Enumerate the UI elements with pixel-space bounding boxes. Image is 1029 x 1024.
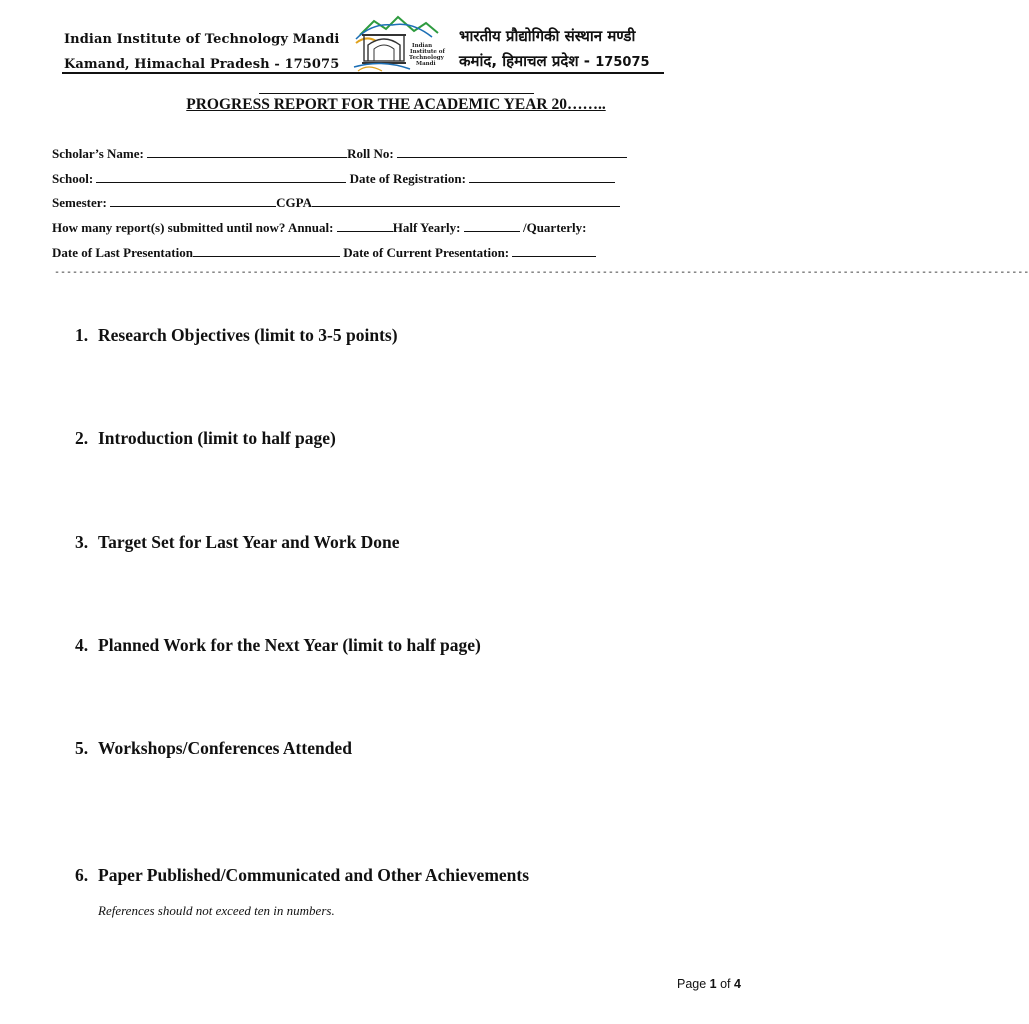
section-number: 3. bbox=[75, 532, 89, 552]
quarterly-label: /Quarterly: bbox=[522, 220, 587, 235]
iit-mandi-logo bbox=[352, 13, 445, 73]
logo-text-1: Indian bbox=[412, 43, 433, 49]
section-papers-achievements bbox=[75, 865, 529, 886]
page-total: 4 bbox=[734, 977, 741, 991]
page-mid: of bbox=[716, 977, 734, 991]
annual-field[interactable] bbox=[337, 220, 393, 232]
logo-text-4: Mandi bbox=[416, 61, 436, 67]
date-registration-field[interactable] bbox=[469, 171, 615, 183]
form-row-reports bbox=[52, 220, 587, 236]
header-divider bbox=[62, 72, 664, 74]
half-yearly-label: Half Yearly: bbox=[392, 220, 461, 235]
roll-no-field[interactable] bbox=[397, 146, 627, 158]
section-number: 1. bbox=[75, 325, 89, 345]
institute-name-english: Indian Institute of Technology Mandi bbox=[64, 32, 340, 47]
page-number bbox=[677, 977, 741, 991]
institute-name-hindi: भारतीय प्रौद्योगिकी संस्थान मण्डी bbox=[459, 27, 636, 45]
section-number: 2. bbox=[75, 428, 89, 448]
institute-address-english: Kamand, Himachal Pradesh - 175075 bbox=[64, 57, 340, 72]
date-last-presentation-field[interactable] bbox=[193, 245, 340, 257]
school-label: School: bbox=[52, 171, 94, 186]
page-current: 1 bbox=[709, 977, 717, 991]
semester-label: Semester: bbox=[52, 195, 107, 210]
section-title: Research Objectives (limit to 3-5 points) bbox=[98, 325, 398, 345]
section-research-objectives bbox=[75, 325, 398, 346]
institute-header-hindi bbox=[459, 24, 650, 75]
section-workshops-conferences bbox=[75, 738, 352, 759]
section-title: Planned Work for the Next Year (limit to half page) bbox=[98, 635, 481, 655]
section-number: 4. bbox=[75, 635, 89, 655]
scholar-name-field[interactable] bbox=[147, 146, 347, 158]
cgpa-field[interactable] bbox=[312, 195, 620, 207]
section-number: 6. bbox=[75, 865, 89, 885]
cgpa-label: CGPA bbox=[276, 195, 312, 210]
form-row-school-registration bbox=[52, 171, 615, 187]
section-title: Workshops/Conferences Attended bbox=[98, 738, 352, 758]
date-last-presentation-label: Date of Last Presentation bbox=[52, 245, 193, 260]
page-prefix: Page bbox=[677, 977, 710, 991]
logo-text-2: Institute of bbox=[410, 49, 445, 55]
date-current-presentation-field[interactable] bbox=[512, 245, 596, 257]
scholar-name-label: Scholar’s Name: bbox=[52, 146, 144, 161]
date-registration-label: Date of Registration: bbox=[349, 171, 466, 186]
section-title: Paper Published/Communicated and Other Achievements bbox=[98, 865, 530, 885]
dashed-separator: ------------------------------------------------------------------------------------------------------------------------------------------------------------------ bbox=[54, 267, 1029, 278]
form-row-name-roll bbox=[52, 146, 627, 162]
section-number: 5. bbox=[75, 738, 89, 758]
references-note: References should not exceed ten in numbers. bbox=[98, 903, 335, 918]
report-title: PROGRESS REPORT FOR THE ACADEMIC YEAR 20…….. bbox=[186, 96, 606, 113]
reports-submitted-label: How many report(s) submitted until now? Annual: bbox=[52, 220, 334, 235]
pincode-hindi: 175075 bbox=[595, 55, 650, 70]
logo-text-3: Technology bbox=[409, 55, 444, 61]
school-field[interactable] bbox=[96, 171, 346, 183]
section-target-work-done bbox=[75, 532, 400, 553]
form-row-presentations bbox=[52, 245, 596, 261]
title-top-rule bbox=[259, 93, 534, 94]
roll-no-label: Roll No: bbox=[347, 146, 394, 161]
institute-header-english bbox=[64, 27, 339, 77]
section-title: Introduction (limit to half page) bbox=[98, 428, 336, 448]
form-row-semester-cgpa bbox=[52, 195, 620, 211]
section-introduction bbox=[75, 428, 336, 449]
date-current-presentation-label: Date of Current Presentation: bbox=[343, 245, 510, 260]
section-planned-work bbox=[75, 635, 481, 656]
half-yearly-field[interactable] bbox=[464, 220, 520, 232]
address-hindi-text: कमांद, हिमाचल प्रदेश - bbox=[459, 52, 591, 70]
semester-field[interactable] bbox=[110, 195, 276, 207]
section-title: Target Set for Last Year and Work Done bbox=[98, 532, 400, 552]
